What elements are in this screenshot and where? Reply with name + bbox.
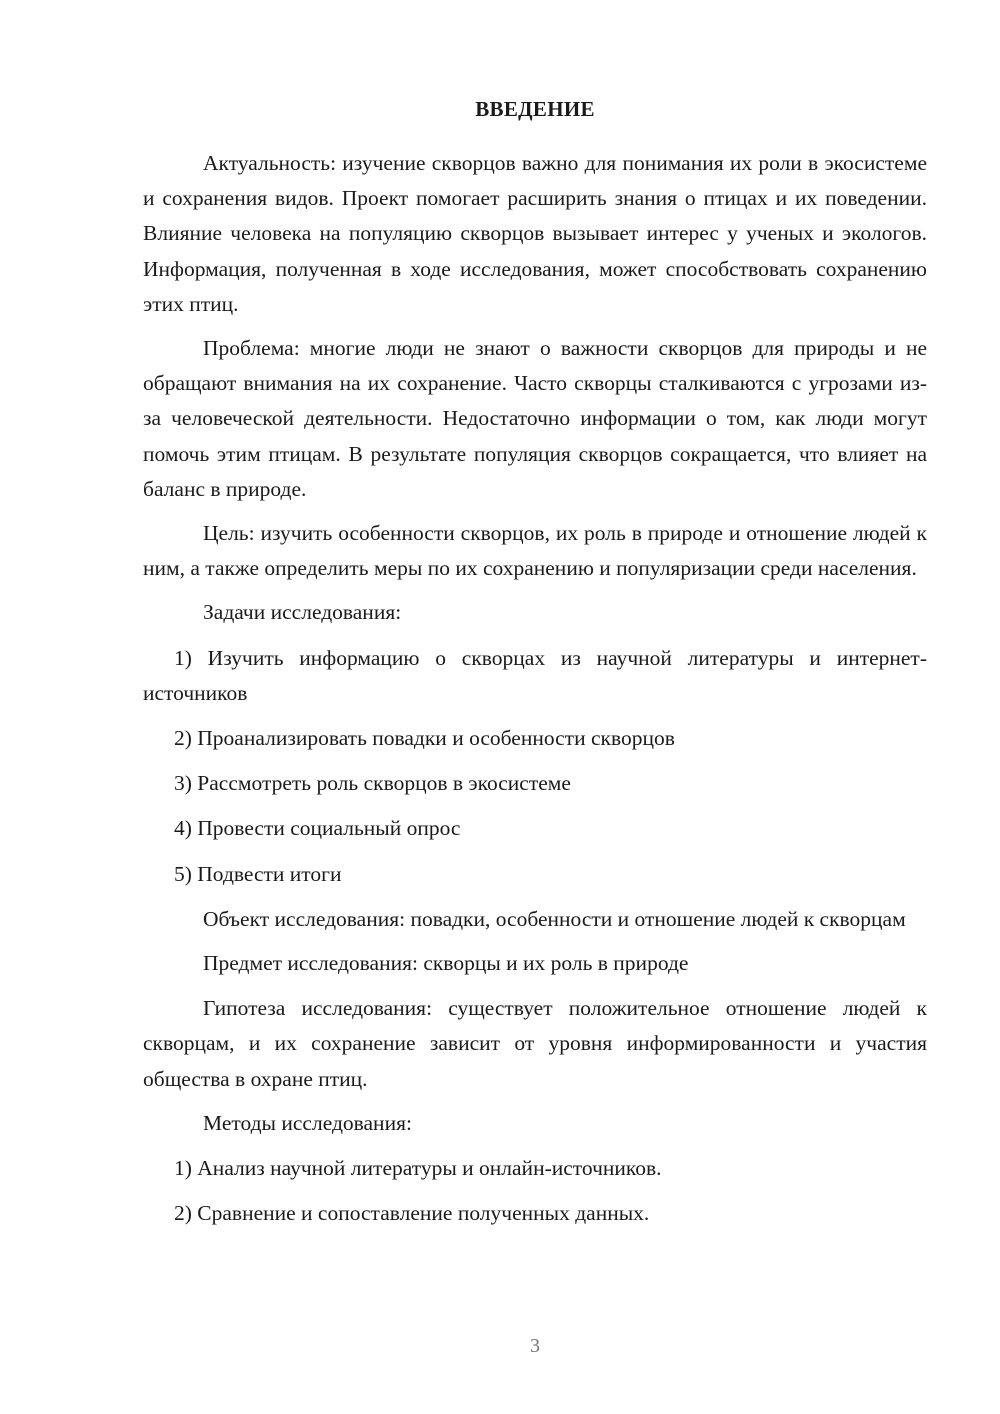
task-item: 2) Проанализировать повадки и особенности скворцов: [174, 726, 675, 751]
section-heading: ВВЕДЕНИЕ: [475, 97, 595, 121]
relevance-paragraph: Актуальность: изучение скворцов важно для понимания их роли в экосистеме и сохранения видов. Проект помогает расширить знания о птицах и их поведении. Влияние человека на популяцию скворцов вызывает интерес у ученых и экологов. Информация, полученная в ходе исследования, может способствовать сохранению этих птиц.: [143, 151, 927, 316]
methods-title: Методы исследования:: [203, 1110, 412, 1135]
task-item: 1) Изучить информацию о скворцах из научной литературы и интернет-источников: [143, 645, 927, 705]
page-number: 3: [530, 1335, 540, 1357]
task-item: 5) Подвести итоги: [174, 861, 342, 886]
task-item: 3) Рассмотреть роль скворцов в экосистеме: [174, 771, 571, 796]
method-item: 2) Сравнение и сопоставление полученных данных.: [174, 1201, 650, 1226]
method-item: 1) Анализ научной литературы и онлайн-источников.: [174, 1156, 662, 1181]
tasks-title: Задачи исследования:: [203, 600, 402, 625]
hypothesis-paragraph: Гипотеза исследования: существует положительное отношение людей к скворцам, и их сохранение зависит от уровня информированности и участия общества в охране птиц.: [143, 996, 927, 1091]
subject-paragraph: Предмет исследования: скворцы и их роль в природе: [203, 951, 689, 976]
goal-paragraph: Цель: изучить особенности скворцов, их роль в природе и отношение людей к ним, а также определить меры по их сохранению и популяризации среди населения.: [143, 521, 927, 581]
page-content: [143, 92, 927, 1241]
object-paragraph: Объект исследования: повадки, особенности и отношение людей к скворцам: [203, 906, 906, 931]
task-item: 4) Провести социальный опрос: [174, 816, 461, 841]
problem-paragraph: Проблема: многие люди не знают о важности скворцов для природы и не обращают внимания на их сохранение. Часто скворцы сталкиваются с угрозами из-за человеческой деятельности. Недостаточно информации о том, как люди могут помочь этим птицам. В результате популяция скворцов сокращается, что влияет на баланс в природе.: [143, 336, 927, 501]
